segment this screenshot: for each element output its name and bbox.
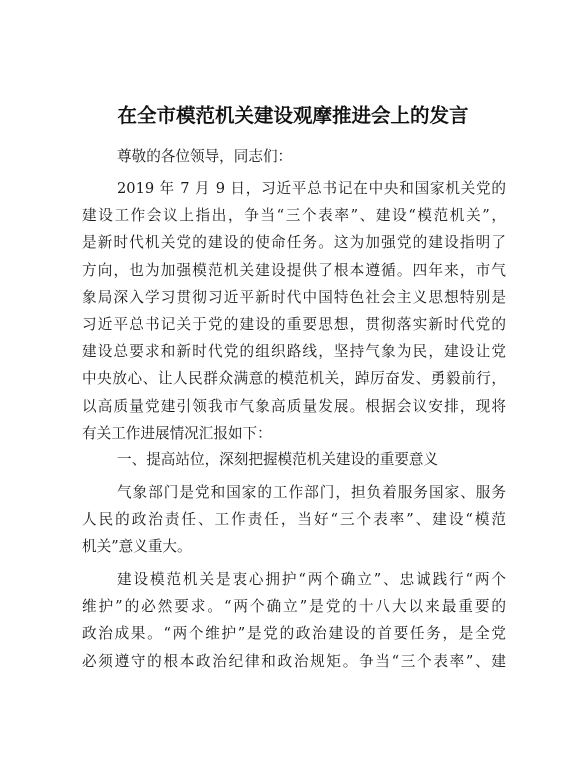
text-line: 以高质量党建引领我市气象高质量发展。根据会议安排，现将 (82, 397, 506, 415)
text-line: 有关工作进展情况汇报如下： (82, 424, 272, 442)
section-heading (82, 446, 506, 473)
text-line: 建设工作会议上指出，争当“三个表率”、建设“模范机关”， (82, 207, 506, 225)
text-line: 是新时代机关党的建设的使命任务。这为加强党的建设指明了 (82, 234, 506, 252)
paragraph-1 (82, 479, 506, 561)
text-line: 中央放心、让人民群众满意的模范机关，踔厉奋发、勇毅前行， (82, 370, 506, 388)
text-line: 必须遵守的根本政治纪律和政治规矩。争当“三个表率”、建 (82, 652, 506, 670)
text-line: 2019 年 7 月 9 日，习近平总书记在中央和国家机关党的 (117, 180, 506, 197)
text-line: 尊敬的各位领导，同志们： (117, 148, 293, 165)
text-line: 一、提高站位，深刻把握模范机关建设的重要意义 (117, 451, 439, 468)
document-title: 在全市模范机关建设观摩推进会上的发言 (117, 104, 469, 127)
text-line: 政治成果。“两个维护”是党的政治建设的首要任务，是全党 (82, 625, 506, 643)
text-line: 习近平总书记关于党的建设的重要思想，贯彻落实新时代党的 (82, 315, 506, 333)
text-line: 方向，也为加强模范机关建设提供了根本遵循。四年来，市气 (82, 261, 506, 279)
text-line: 气象部门是党和国家的工作部门，担负着服务国家、服务 (117, 484, 506, 501)
paragraph-2 (82, 566, 506, 675)
opening-paragraph (82, 175, 506, 447)
text-line: 机关”意义重大。 (82, 538, 192, 556)
text-line: 人民的政治责任、工作责任，当好“三个表率”、建设“模范 (82, 511, 506, 529)
text-line: 维护”的必然要求。“两个确立”是党的十八大以来最重要的 (82, 598, 506, 616)
salutation-paragraph (82, 143, 506, 170)
text-line: 建设总要求和新时代党的组织路线，坚持气象为民，建设让党 (82, 343, 506, 361)
text-line: 象局深入学习贯彻习近平新时代中国特色社会主义思想特别是 (82, 288, 506, 306)
text-line: 建设模范机关是衷心拥护“两个确立”、忠诚践行“两个 (117, 571, 506, 588)
